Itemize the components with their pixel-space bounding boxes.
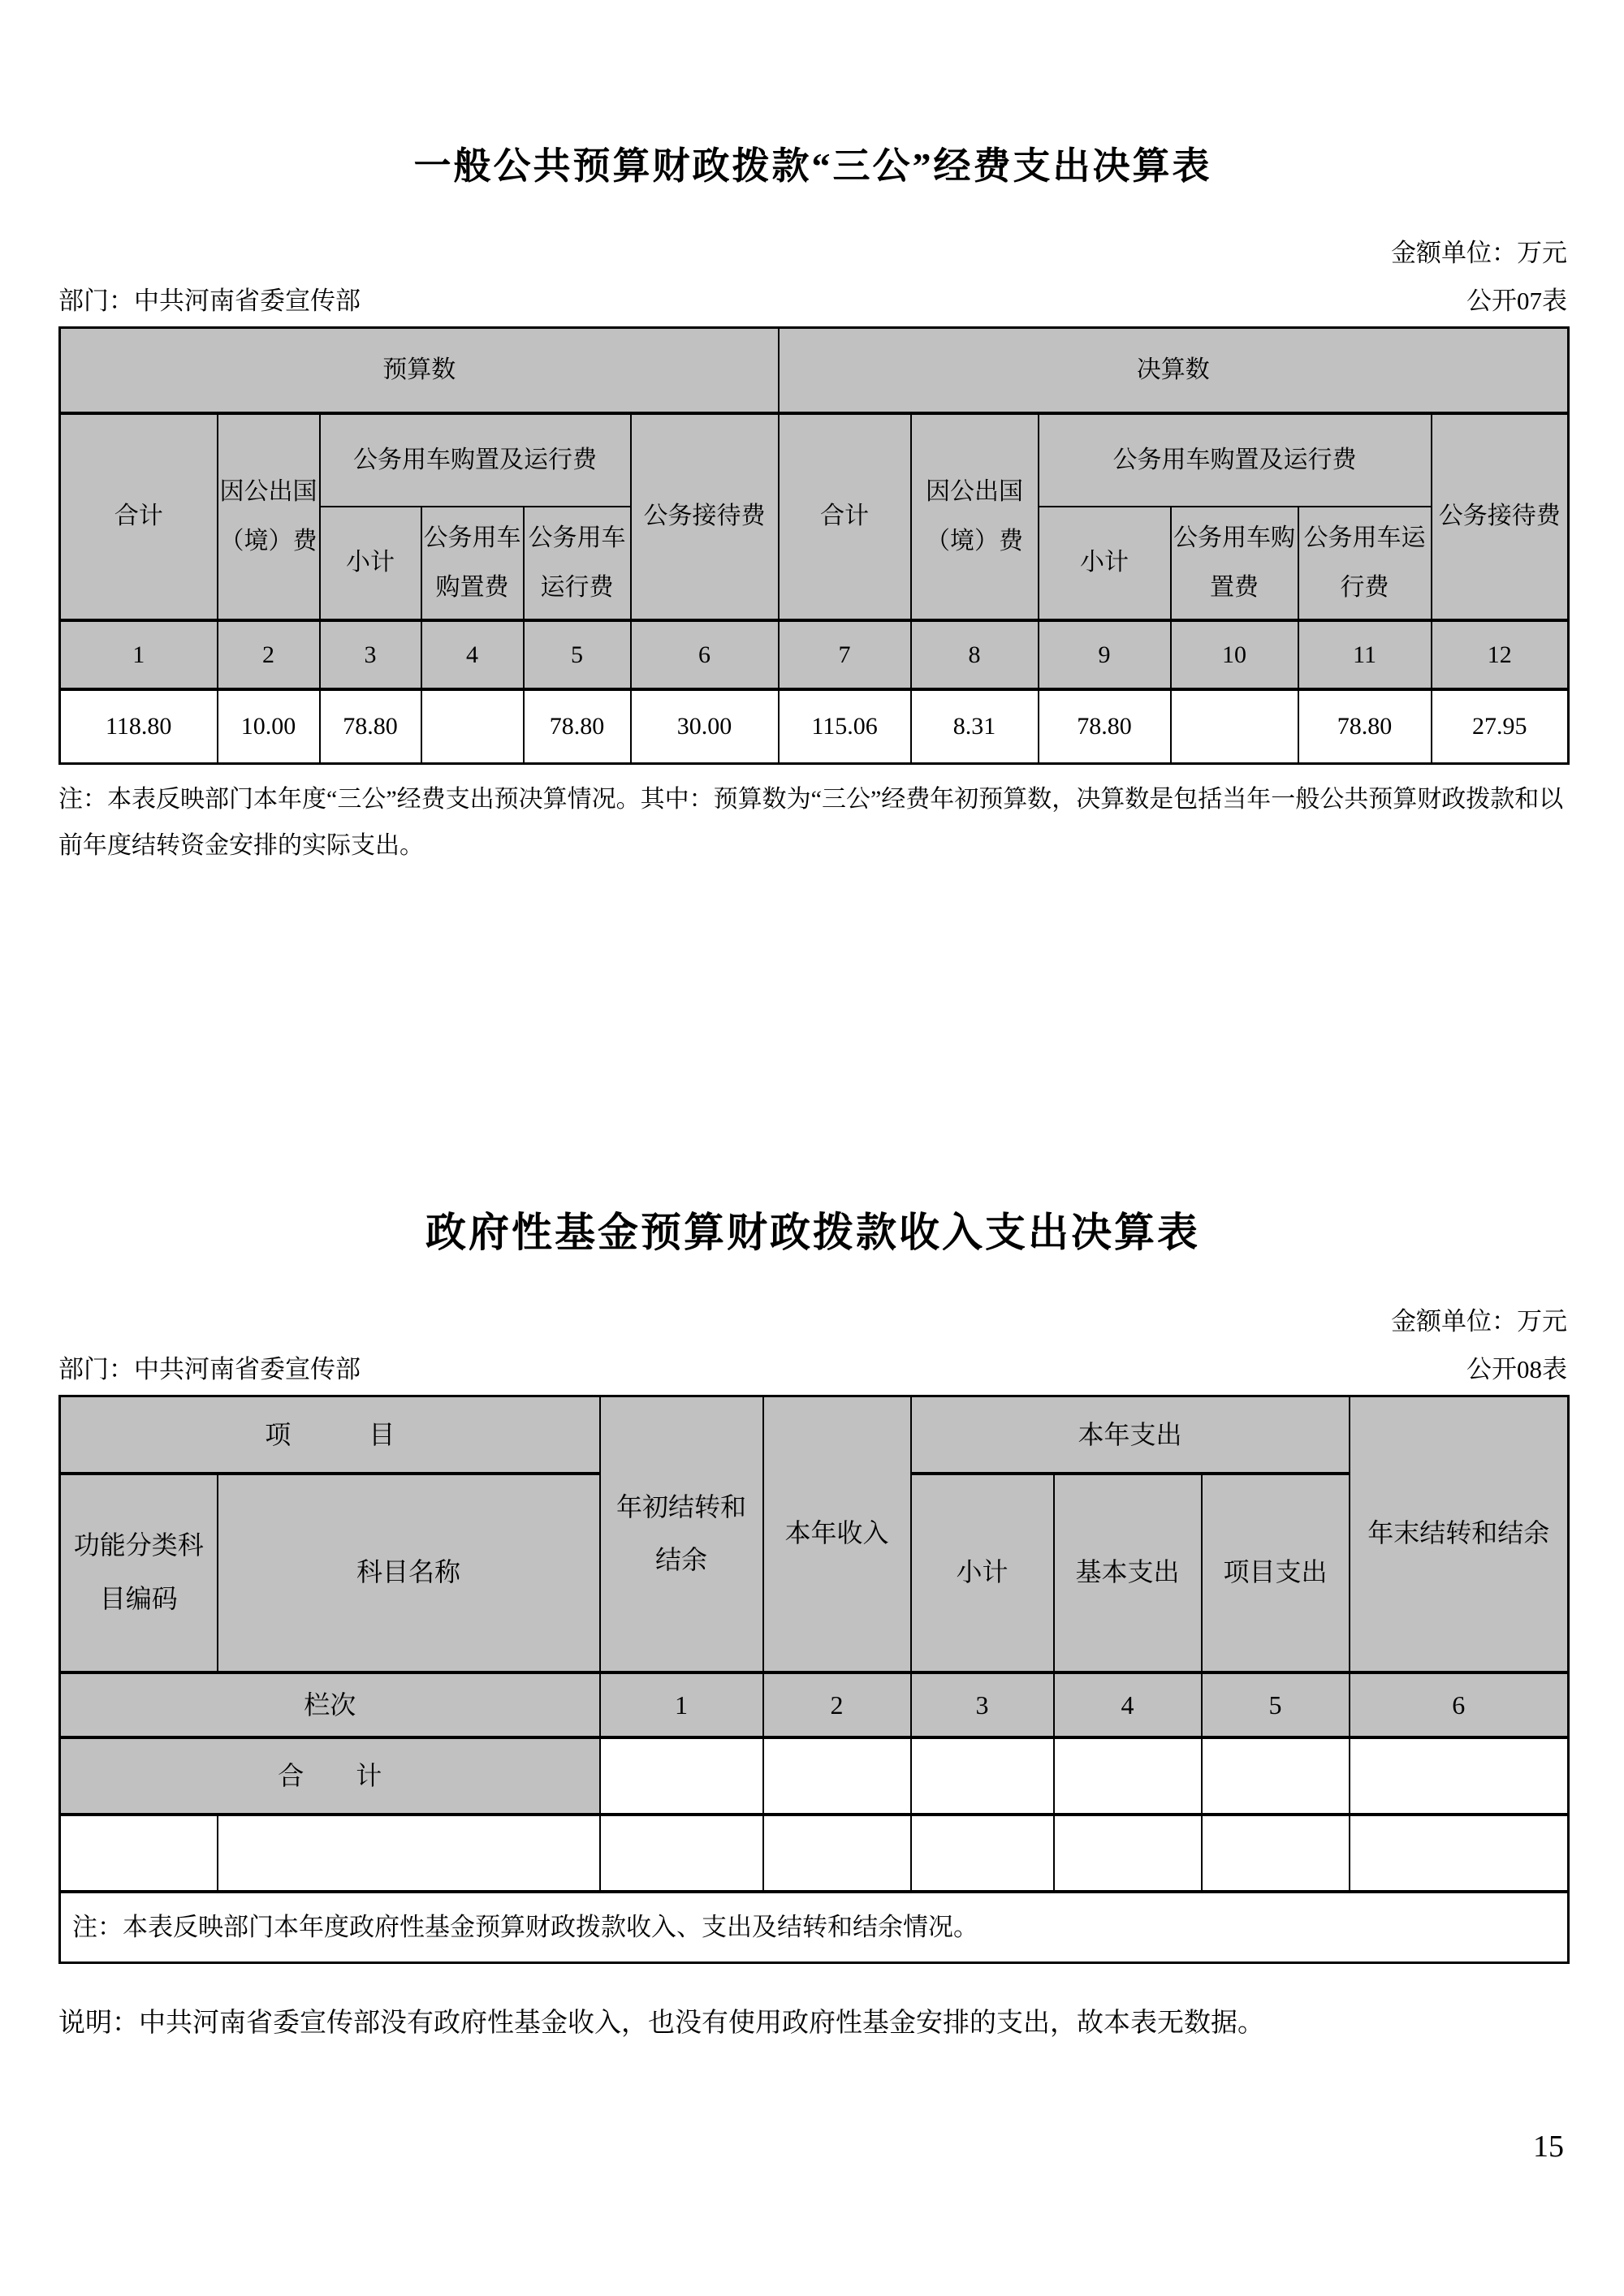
value-cell: 30.00: [631, 689, 779, 764]
table-code-08: 公开08表: [1466, 1355, 1567, 1383]
column-number-cell: 2: [763, 1672, 911, 1737]
empty-value-cell: [911, 1815, 1054, 1892]
group-header-final: 决算数: [779, 328, 1569, 413]
empty-value-cell: [1202, 1815, 1350, 1892]
department-label-1: 部门：中共河南省委宣传部: [58, 287, 361, 315]
column-number-cell: 9: [1039, 620, 1171, 689]
value-cell: 27.95: [1432, 689, 1569, 764]
header-final-purchase: 公务用车购置费: [1171, 507, 1298, 620]
empty-value-cell: [911, 1737, 1054, 1815]
column-number-cell: 4: [421, 620, 524, 689]
column-number-cell: 11: [1298, 620, 1432, 689]
unit-label-2: 金额单位：万元: [1391, 1307, 1567, 1336]
gov-fund-remark: 说明：中共河南省委宣传部没有政府性基金收入，也没有使用政府性基金安排的支出，故本表无数据。: [58, 2009, 1264, 2038]
department-label-2: 部门：中共河南省委宣传部: [58, 1355, 361, 1383]
three-public-expense-table: [58, 326, 1570, 765]
value-cell: 8.31: [911, 689, 1039, 764]
column-number-cell: 10: [1171, 620, 1298, 689]
empty-value-cell: [1202, 1737, 1350, 1815]
column-number-cell: 3: [320, 620, 421, 689]
header-final-reception: 公务接待费: [1432, 413, 1569, 620]
value-cell: 115.06: [779, 689, 911, 764]
three-public-table-title: 一般公共预算财政拨款“三公”经费支出决算表: [413, 145, 1212, 187]
column-number-cell: 1: [60, 620, 218, 689]
header-subject-name: 科目名称: [218, 1474, 600, 1672]
value-cell: 78.80: [524, 689, 631, 764]
header-budget-abroad: 因公出国（境）费: [218, 413, 320, 620]
header-budget-reception: 公务接待费: [631, 413, 779, 620]
meta-line-2: [58, 1349, 1567, 1385]
column-number-cell: 2: [218, 620, 320, 689]
header-year-income: 本年收入: [763, 1396, 911, 1672]
header-budget-total: 合计: [60, 413, 218, 620]
value-cell: 78.80: [1039, 689, 1171, 764]
value-cell: [1171, 689, 1298, 764]
header-item: 项 目: [60, 1396, 600, 1474]
gov-fund-table-note: 注：本表反映部门本年度政府性基金预算财政拨款收入、支出及结转和结余情况。: [60, 1892, 1569, 1963]
unit-label-1: 金额单位：万元: [1391, 239, 1567, 267]
column-number-cell: 5: [1202, 1672, 1350, 1737]
value-cell: 118.80: [60, 689, 218, 764]
empty-value-cell: [763, 1737, 911, 1815]
empty-value-cell: [1350, 1737, 1569, 1815]
header-project-expense: 项目支出: [1202, 1474, 1350, 1672]
header-final-abroad: 因公出国（境）费: [911, 413, 1039, 620]
column-number-cell: 1: [600, 1672, 763, 1737]
header-final-operation: 公务用车运行费: [1298, 507, 1432, 620]
header-budget-operation: 公务用车运行费: [524, 507, 631, 620]
column-number-cell: 8: [911, 620, 1039, 689]
header-budget-vehicle-group: 公务用车购置及运行费: [320, 413, 631, 507]
empty-value-cell: [1350, 1815, 1569, 1892]
header-begin-balance: 年初结转和结余: [600, 1396, 763, 1672]
page-number: 15: [1533, 2130, 1564, 2164]
empty-value-cell: [763, 1815, 911, 1892]
value-cell: 78.80: [1298, 689, 1432, 764]
header-final-vehicle-group: 公务用车购置及运行费: [1039, 413, 1432, 507]
meta-line-1: [58, 280, 1567, 317]
empty-value-cell: [1054, 1815, 1202, 1892]
table-code-07: 公开07表: [1466, 287, 1567, 315]
lanci-label: 栏次: [60, 1672, 600, 1737]
empty-value-cell: [600, 1737, 763, 1815]
empty-name-cell: [218, 1815, 600, 1892]
header-final-total: 合计: [779, 413, 911, 620]
value-cell: [421, 689, 524, 764]
column-number-cell: 6: [1350, 1672, 1569, 1737]
group-header-budget: 预算数: [60, 328, 779, 413]
column-number-cell: 12: [1432, 620, 1569, 689]
empty-value-cell: [1054, 1737, 1202, 1815]
header-budget-purchase: 公务用车购置费: [421, 507, 524, 620]
value-cell: 10.00: [218, 689, 320, 764]
header-basic-expense: 基本支出: [1054, 1474, 1202, 1672]
column-number-cell: 5: [524, 620, 631, 689]
value-cell: 78.80: [320, 689, 421, 764]
column-number-cell: 3: [911, 1672, 1054, 1737]
header-budget-subtotal: 小计: [320, 507, 421, 620]
gov-fund-table: [58, 1395, 1570, 1964]
empty-code-cell: [60, 1815, 218, 1892]
empty-value-cell: [600, 1815, 763, 1892]
column-number-cell: 6: [631, 620, 779, 689]
gov-fund-table-title: 政府性基金预算财政拨款收入支出决算表: [425, 1210, 1200, 1255]
header-func-code: 功能分类科目编码: [60, 1474, 218, 1672]
header-final-subtotal: 小计: [1039, 507, 1171, 620]
header-year-expense: 本年支出: [911, 1396, 1350, 1474]
header-end-balance: 年末结转和结余: [1350, 1396, 1569, 1672]
three-public-table-note: 注：本表反映部门本年度“三公”经费支出预决算情况。其中：预算数为“三公”经费年初预算数，决算数是包括当年一般公共预算财政拨款和以前年度结转资金安排的实际支出。: [58, 786, 1564, 859]
column-number-cell: 4: [1054, 1672, 1202, 1737]
total-row-label: 合 计: [60, 1737, 600, 1815]
column-number-cell: 7: [779, 620, 911, 689]
header-subtotal: 小计: [911, 1474, 1054, 1672]
